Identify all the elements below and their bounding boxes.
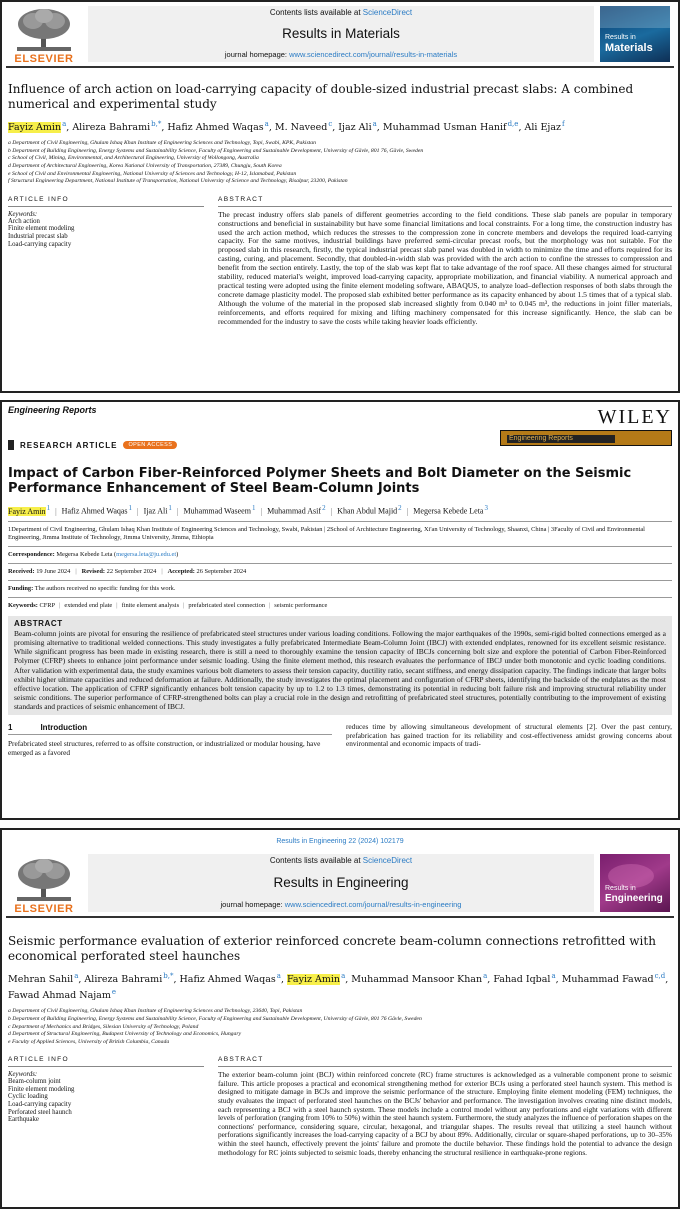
divider — [8, 597, 672, 598]
cover-title — [605, 885, 663, 904]
author-name[interactable]: Khan Abdul Majid — [337, 506, 398, 516]
correspondence-label: Correspondence: — [8, 551, 55, 559]
article-title[interactable]: Impact of Carbon Fiber-Reinforced Polymer Sheets and Bolt Diameter on the Seismic Performance Enhancement of Steel Beam-Column Joints — [8, 466, 632, 496]
abstract-text: The precast industry offers slab panels of different geometries according to the field conditions. These slab panels are popular in temporary constructions and beneficial in sustainability but have some financial limitations and local constraints. For a long time, the construction industry has used the arch action method, which reduces the stresses to the compression zone in concrete members and develops the required load-carrying capacity. For the same motives, industrial buildings have preferred semi-circular precast roofs, but the morphology was not suitable. For the proposed slab in this research, firstly, the typical industrial precast slab panel was doubled in width to minimize the time and efforts required for its casting, curing, and placement. Secondly, that doubled-in-width slab was provided with the arch action to confine the stresses to compression and benefit from the section entirely. Lastly, the top of the slab was kept flat to take advantage of the roof space. All these changes aimed for structural stability, reduced material's weight, improved load-carrying capacity, appropriate mobilization, and financial viability. A numerical approach and practical testing were adopted using the finite element modeling software, ABAQUS, to analyze load–deflection responses of both slabs through the concrete damage plasticity model. The proposed slab exhibited better performance as its capacity enhanced by about 1.5 times that of a typical slab. Although the volume of the material in the proposed slab increased slightly from 0.040 m³ to 0.045 m³, the reductions in joint filler materials, reinforcements, and efforts required for mixing and lifting machinery compensated for this increase significantly. Hence, the slab can be recommended for the industry to save the costs while taking heavier loads efficiently. — [218, 209, 672, 326]
author-separator: | — [176, 506, 179, 516]
keyword-separator: | — [183, 602, 185, 610]
journal-masthead — [88, 854, 594, 912]
abstract-heading: ABSTRACT — [218, 1056, 672, 1067]
author-separator: | — [330, 506, 333, 516]
author-separator: , — [173, 974, 180, 986]
author-list — [8, 503, 672, 517]
cover-title — [605, 34, 653, 54]
keywords-list — [8, 1078, 204, 1124]
keywords-label: Keywords: — [8, 602, 38, 610]
author-separator: | — [406, 506, 409, 516]
affiliation-line: a Department of Civil Engineering, Ghulam Ishaq Khan Institute of Engineering Sciences and Technology, 23640, Topi, Pakistan — [8, 1008, 303, 1015]
funding-label: Funding: — [8, 585, 34, 593]
article-body — [8, 1056, 672, 1157]
section-marker — [8, 440, 14, 450]
keyword-separator: | — [59, 602, 61, 610]
divider — [8, 580, 672, 581]
keyword: Perforated steel haunch — [8, 1108, 72, 1116]
author-name[interactable]: Alireza Bahrami — [72, 122, 151, 134]
divider — [8, 521, 672, 522]
accepted-date: 26 September 2024 — [194, 568, 247, 576]
section-number: 1 — [8, 723, 13, 732]
contents-prefix: Contents lists available at — [269, 8, 363, 17]
author-affiliation-marker[interactable]: e — [111, 988, 117, 997]
author-separator: , — [345, 974, 352, 986]
author-list — [8, 970, 672, 1002]
author-affiliation-marker[interactable]: 2 — [322, 504, 326, 512]
paper-panel-results-in-materials — [0, 0, 680, 393]
keyword[interactable]: finite element analysis — [121, 602, 180, 610]
author-separator: , — [268, 122, 275, 134]
author-separator: | — [260, 506, 263, 516]
homepage-prefix: journal homepage: — [224, 50, 290, 59]
keyword: Finite element modeling — [8, 225, 75, 233]
revised-date: 22 September 2024 — [105, 568, 157, 576]
author-name[interactable]: Megersa Kebede Leta — [413, 506, 484, 516]
author-name[interactable]: Fawad Ahmad Najam — [8, 990, 111, 1002]
body-paragraph: Prefabricated steel structures, referred to as offsite construction, or industrialized or modular housing, have emerged as a favored — [8, 739, 321, 757]
author-name[interactable]: Mehran Sahil — [8, 974, 74, 986]
author-separator: , — [376, 122, 383, 134]
dates — [8, 568, 672, 576]
divider — [8, 546, 672, 547]
keyword[interactable]: CFRP — [39, 602, 56, 610]
keyword: Load-carrying capacity — [8, 1101, 72, 1109]
author-affiliation-marker[interactable]: f — [562, 120, 565, 128]
affiliation-line: b Department of Building Engineering, Energy Systems and Sustainability Science, Faculty of Engineering and Sustainable Development, University of Gävle, 801 76 Gävle, Sweden — [8, 1015, 422, 1022]
correspondence-name: Megersa Kebede Leta ( — [54, 551, 117, 559]
affiliation-line: f Structural Engineering Department, National Institute of Transportation, National University of Science and Technology, Risalpur, 23200, Pakistan — [8, 178, 348, 185]
divider — [8, 563, 672, 564]
author-affiliation-marker[interactable]: a — [264, 120, 269, 128]
journal-masthead — [88, 6, 594, 62]
wiley-logo[interactable]: WILEY — [597, 406, 672, 428]
abstract-box — [8, 616, 672, 715]
publisher-name: ELSEVIER — [14, 53, 74, 65]
keywords-label: Keywords: — [8, 1071, 38, 1079]
author-separator: | — [55, 506, 57, 516]
author-separator: , — [555, 974, 562, 986]
contents-prefix: Contents lists available at — [269, 856, 363, 865]
affiliation-line: a Department of Civil Engineering, Ghulam Ishaq Khan Institute of Engineering Sciences and Technology, Topi, Swabi, KPK, Pakistan — [8, 140, 316, 147]
journal-title: Results in Engineering — [273, 875, 409, 890]
keyword: Arch action — [8, 217, 40, 225]
received-date: 19 June 2024 — [34, 568, 71, 576]
received-label: Received: — [8, 568, 35, 576]
sep: | — [75, 568, 77, 576]
author-name[interactable]: Muhammad Asif — [267, 506, 322, 516]
keyword: Cyclic loading — [8, 1093, 48, 1101]
article-info-heading: ARTICLE INFO — [8, 1056, 204, 1067]
author-affiliation-marker[interactable]: b,* — [163, 972, 174, 980]
affiliation-line: c School of Civil, Mining, Environmental, and Architectural Engineering, University of Wollongong, Australia — [8, 155, 259, 162]
affiliation-line: c Department of Mechanics and Bridges, Silesian University of Technology, Poland — [8, 1023, 199, 1030]
homepage-prefix: journal homepage: — [220, 900, 285, 909]
keyword[interactable]: extended end plate — [64, 602, 113, 610]
author-affiliation-marker[interactable]: 1 — [128, 504, 133, 512]
accepted-label: Accepted: — [167, 568, 195, 576]
author-name[interactable]: Muhammad Fawad — [561, 974, 654, 986]
cover-title-line-1: Results in — [605, 885, 636, 893]
sep: | — [161, 568, 163, 576]
author-affiliation-marker[interactable]: 1 — [168, 504, 172, 512]
author-list — [8, 118, 672, 134]
journal-cover[interactable] — [600, 854, 670, 912]
banner-label: Engineering Reports — [507, 435, 615, 443]
author-affiliation-marker[interactable]: a — [74, 972, 79, 980]
author-affiliation-marker[interactable]: 3 — [484, 504, 488, 512]
author-name[interactable]: Hafiz Ahmed Waqas — [61, 506, 128, 516]
author-separator: , — [161, 122, 168, 134]
abstract-text: Beam-column joints are pivotal for ensuring the resilience of prefabricated steel structures under various loading conditions. Following the major earthquakes of the 1990s, semi-rigid bolted connections emerged as a promising alternative to traditional welded connections. This study investigates a fully prefabricated Intermediate Beam-Column Joint (IBCJ) with extended endplates, renowned for its excellent seismic resistance. While significant progress has been made in existing research, there is still a need to thoroughly examine the tension capacity of IBCJs concerning bolt size and explore the potential of Carbon Fiber-Reinforced Polymer (CFRP) sheets to enhance joint performance under seismic loading. Using the finite element method, this research evaluates the performance of IBCJ under both monotonic and cyclic loading conditions. After validation with experimental data, the study examines various bolt diameters to assess their tension capacity, ductility ratio, secant stiffness, and energy dissipation capacity. The findings indicate that larger bolts exhibit higher ultimate capacities and reduced deformation at failure. Additionally, the study investigates the optimal placement and configuration of CFRP sheets, identifying the backside of the endplates as the most effective location. The application of CFRP significantly enhances bolt tension capacity by up to 1.2 to 1.3 times, demonstrating its potential in reducing bolt failure risk and improving structural reliability under seismic conditions. The superior performance of CFRP-strengthened bolts can play a crucial role in the design and retrofitting of prefabricated steel structures, potentially contributing to the improvement of existing standards and practices of seismic enhancement of IBCJ. — [14, 629, 666, 711]
author-affiliation-marker[interactable]: a — [276, 972, 281, 980]
affiliation-line: e Faculty of Applied Sciences, University of British Columbia, Canada — [8, 1038, 170, 1045]
author-separator: , — [78, 974, 85, 986]
author-separator: , — [280, 974, 287, 986]
homepage-line — [221, 900, 462, 909]
homepage-link[interactable]: www.sciencedirect.com/journal/results-in-materials — [289, 50, 458, 59]
author-affiliation-marker[interactable]: b,* — [151, 120, 162, 128]
author-name[interactable]: Ijaz Ali — [143, 506, 168, 516]
author-separator: , — [665, 974, 669, 986]
author-name[interactable]: Fahad Iqbal — [493, 974, 551, 986]
author-affiliation-marker[interactable]: a — [551, 972, 556, 980]
paper-panel-results-in-engineering — [0, 828, 680, 1209]
journal-banner — [500, 430, 672, 446]
abstract-section — [218, 196, 672, 327]
author-separator: , — [518, 122, 525, 134]
sciencedirect-link[interactable]: ScienceDirect — [362, 8, 413, 17]
body-left-column — [8, 723, 332, 757]
author-separator: , — [487, 974, 494, 986]
author-affiliation-marker[interactable]: 1 — [251, 504, 256, 512]
cover-title-line-1: Results in — [605, 34, 636, 42]
author-affiliation-marker[interactable]: a — [62, 120, 67, 128]
affiliation-line: d Department of Architectural Engineering, Korea National University of Transportation, 27389, Chungju, South Korea — [8, 162, 282, 169]
keyword: Earthquake — [8, 1116, 39, 1124]
author-affiliation-marker[interactable]: a — [341, 972, 346, 980]
homepage-link[interactable]: www.sciencedirect.com/journal/results-in-engineering — [284, 900, 462, 909]
author-name[interactable]: Fayiz Amin — [8, 506, 46, 516]
elsevier-logo[interactable] — [6, 850, 82, 916]
keywords-label: Keywords: — [8, 210, 38, 218]
author-affiliation-marker[interactable]: a — [483, 972, 488, 980]
abstract-text: The exterior beam-column joint (BCJ) within reinforced concrete (RC) frame structures is acknowledged as a vulnerable component prone to seismic failure. This article proposes a practical and economical strengthening method for exterior BCJs using a perforated steel haunch system. This method is designed to mitigate damage in BCJs and improve the seismic performance of the structure. Employing finite element modeling (FEM) techniques, the study evaluates the impact of perforated steel haunches on the BCJs' behavior and performance. The investigation involves creating nine distinct models, each representing a BCJ with a steel haunch system. These models include a control model without any perforations and eight variations with different levels of perforation (ranging from 10% to 50%) within the steel haunch system. Furthermore, the study analyzes the influence of perforation shapes on the connections' performance, considering square, circular, hexagonal, and triangular shapes. The results reveal that utilizing a steel haunch without perforations significantly increases the load-carrying capacity of a BCJ by about 89%. Additionally, circular or square-shaped perforations, up to 30–35% within the steel haunch, effectively prevent the joints' failure and promote the ductile behavior. These findings hold the potential to advance the design methodology for RC joints subjected to seismic loads, thereby enhancing the structural resilience in earthquake-prone regions. — [218, 1070, 672, 1157]
article-body — [8, 196, 672, 327]
article-title[interactable]: Seismic performance evaluation of exterior reinforced concrete beam-column connections retrofitted with economical perforated steel haunches — [8, 934, 656, 963]
keyword: Finite element modeling — [8, 1085, 75, 1093]
abstract-section — [218, 1056, 672, 1157]
cover-title-line-2: Materials — [605, 41, 653, 54]
sciencedirect-link[interactable]: ScienceDirect — [362, 856, 413, 865]
keyword-separator: | — [116, 602, 118, 610]
affiliations — [8, 140, 672, 186]
revised-label: Revised: — [81, 568, 106, 576]
article-info — [8, 1056, 204, 1157]
author-separator: , — [66, 122, 73, 134]
journal-header — [8, 405, 672, 427]
author-affiliation-marker[interactable]: c,d — [654, 972, 666, 980]
section-title: Introduction — [40, 723, 88, 732]
author-name[interactable]: Ali Ejaz — [524, 122, 561, 134]
affiliation-line: b Department of Building Engineering, Energy Systems and Sustainability Science, Faculty of Engineering and Sustainable Development, University of Gävle, 801 76, Gävle, Sweden — [8, 147, 424, 154]
contents-line — [270, 856, 412, 865]
article-title[interactable]: Influence of arch action on load-carrying capacity of double-sized industrial precast slabs: A combined numerical and experimental study — [8, 82, 634, 111]
author-name[interactable]: Alireza Bahrami — [84, 974, 163, 986]
correspondence-end: ) — [176, 551, 179, 559]
author-affiliation-marker[interactable]: c — [328, 120, 333, 128]
author-name[interactable]: Hafiz Ahmed Waqas — [179, 974, 276, 986]
affiliation-line: d Department of Structural Engineering, Budapest University of Technology and Economics, Hungary — [8, 1031, 242, 1038]
author-separator: , — [332, 122, 339, 134]
article-body — [8, 723, 672, 757]
citation-line[interactable]: Results in Engineering 22 (2024) 102179 — [276, 838, 404, 845]
affiliations: 1Department of Civil Engineering, Ghulam Ishaq Khan Institute of Engineering Sciences and Technology, Swabi, Pakistan | 2School of Architecture Engineering, Xi'an University of Technology, Shaanxi, China | 3Faculty of Civil and Environmental Engineering, Jimma Institute of Technology, Jimma University, Jimma, Ethiopia — [8, 526, 645, 542]
affiliation-line: e School of Civil and Environmental Engineering, National University of Sciences and Technology, H-12, Islamabad, Pakistan — [8, 170, 297, 177]
publisher-name: ELSEVIER — [14, 903, 74, 915]
correspondence — [8, 551, 672, 559]
keyword[interactable]: seismic performance — [274, 602, 328, 610]
paper-panel-engineering-reports — [0, 400, 680, 820]
journal-name: Engineering Reports — [8, 405, 97, 415]
abstract-heading: ABSTRACT — [14, 619, 63, 629]
author-separator: | — [137, 506, 139, 516]
author-name[interactable]: M. Naveed — [274, 122, 328, 134]
body-paragraph-right: reduces time by allowing simultaneous development of structural elements [2]. Over the past century, prefabrication has gained traction for its reliability and cost-effectiveness amidst growing concerns about environmental and economic impacts of tradi- — [346, 722, 672, 749]
author-name[interactable]: Hafiz Ahmed Waqas — [167, 122, 264, 134]
abstract-heading: ABSTRACT — [218, 196, 672, 207]
keyword: Load-carrying capacity — [8, 240, 72, 248]
section-heading-introduction — [8, 723, 332, 735]
elsevier-logo[interactable] — [6, 2, 82, 66]
journal-title: Results in Materials — [282, 26, 400, 41]
author-name[interactable]: Fayiz Amin — [8, 122, 62, 134]
journal-header — [6, 850, 674, 918]
author-affiliation-marker[interactable]: a — [372, 120, 377, 128]
keyword: Beam-column joint — [8, 1078, 61, 1086]
article-info-heading: ARTICLE INFO — [8, 196, 204, 207]
homepage-line — [225, 50, 457, 59]
elsevier-tree-icon — [11, 857, 77, 903]
author-name[interactable]: Muhammad Waseem — [183, 506, 251, 516]
author-affiliation-marker[interactable]: 1 — [46, 504, 51, 512]
keyword[interactable]: prefabricated steel connection — [188, 602, 265, 610]
keyword: Industrial precast slab — [8, 232, 68, 240]
cover-title-line-2: Engineering — [605, 893, 663, 904]
author-affiliation-marker[interactable]: 2 — [398, 504, 402, 512]
author-name[interactable]: Muhammad Usman Hanif — [382, 122, 507, 134]
author-name[interactable]: Muhammad Mansoor Khan — [351, 974, 483, 986]
article-type: RESEARCH ARTICLE — [20, 440, 118, 450]
journal-cover[interactable] — [600, 6, 670, 62]
author-name[interactable]: Fayiz Amin — [286, 974, 341, 986]
contents-line — [270, 8, 412, 17]
elsevier-tree-icon — [11, 7, 77, 53]
article-info — [8, 196, 204, 327]
author-affiliation-marker[interactable]: d,e — [507, 120, 519, 128]
keywords — [8, 602, 672, 610]
journal-header — [6, 2, 674, 68]
correspondence-email-link[interactable]: megersa.leta@ju.edu.et — [116, 551, 177, 559]
affiliations — [8, 1008, 672, 1046]
open-access-badge: OPEN ACCESS — [123, 441, 177, 449]
keywords-list — [8, 218, 204, 248]
funding — [8, 585, 672, 593]
keyword-separator: | — [269, 602, 271, 610]
author-name[interactable]: Ijaz Ali — [338, 122, 372, 134]
funding-text: The authors received no specific funding for this work. — [33, 585, 176, 593]
